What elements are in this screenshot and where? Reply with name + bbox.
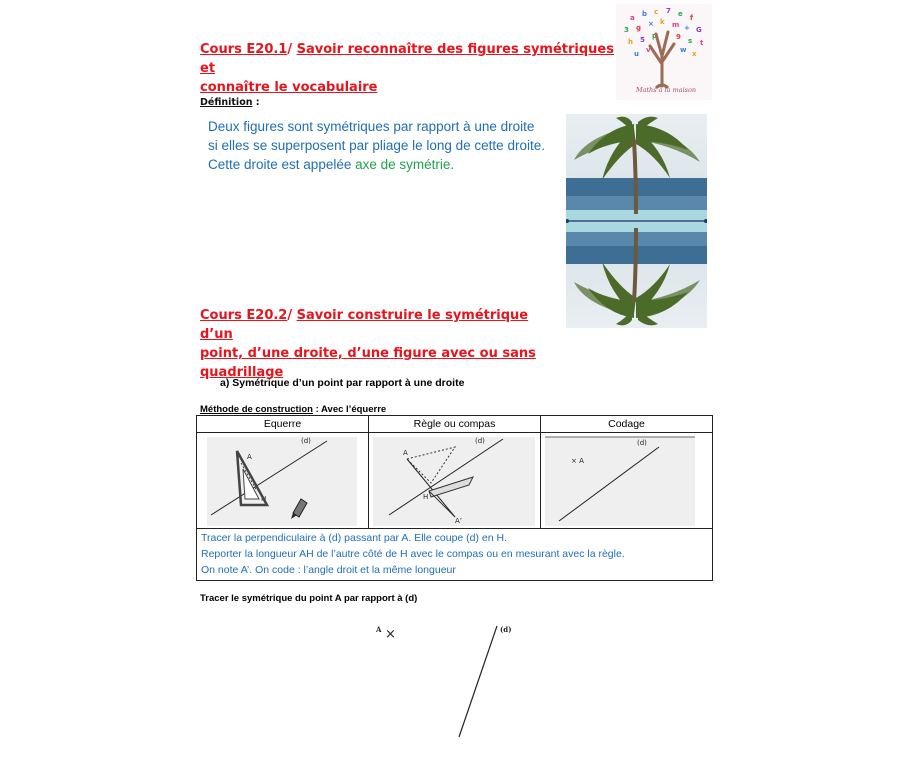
section1-title-line1: Savoir reconnaître des figures symétriques et <box>200 42 614 76</box>
definition-text <box>208 117 568 174</box>
maths-maison-logo <box>616 4 712 100</box>
section2-slash: / <box>287 308 297 323</box>
fig1-label-h: H <box>261 495 267 503</box>
definition-line3 <box>208 155 568 174</box>
svg-text:v: v <box>646 46 651 54</box>
definition-line1: Deux figures sont symétriques par rapport à une droite <box>208 119 535 134</box>
palm-tree-reflection-photo <box>566 114 707 328</box>
axis-of-symmetry-term: axe de symétrie <box>355 157 451 172</box>
header-codage: Codage <box>541 416 713 433</box>
svg-text:x: x <box>692 50 697 58</box>
svg-text:e: e <box>678 10 683 18</box>
definition-line2: si elles se superposent par pliage le long de cette droite. <box>208 138 545 153</box>
svg-text:+: + <box>684 24 690 32</box>
svg-text:G: G <box>696 26 702 34</box>
fig3-label-xa: × A <box>571 457 584 465</box>
figure-regle-cell <box>369 433 541 529</box>
method-suffix: : Avec l’équerre <box>312 404 387 415</box>
svg-text:h: h <box>628 38 633 46</box>
svg-text:f: f <box>690 14 694 22</box>
fig1-label-a: A <box>247 453 252 461</box>
svg-text:u: u <box>634 50 639 58</box>
svg-text:t: t <box>700 39 704 47</box>
figure-equerre <box>197 433 368 528</box>
fig2-label-a-prime: A’ <box>455 517 463 525</box>
exercise-point-label: A <box>376 625 382 634</box>
exercise-figure <box>352 610 522 750</box>
definition-colon: : <box>252 97 260 108</box>
figure-codage-cell <box>541 433 713 529</box>
method-table <box>196 415 713 581</box>
section1-title-line2: connaître le vocabulaire <box>200 80 378 95</box>
svg-text:s: s <box>688 37 693 45</box>
definition-label: Définition <box>200 97 253 108</box>
exercise-line-d <box>459 626 497 737</box>
fig2-label-h: H <box>423 493 429 501</box>
section1-title <box>200 40 620 97</box>
method-label: Méthode de construction <box>200 404 313 415</box>
section2-prefix: Cours E20.2 <box>200 308 288 323</box>
fig2-label-d: (d) <box>475 437 485 445</box>
instruction-1: Tracer la perpendiculaire à (d) passant par A. Elle coupe (d) en H. <box>201 532 508 544</box>
method-label-row <box>200 404 386 415</box>
exercise-line-label: (d) <box>500 625 512 634</box>
definition-line3-end: . <box>450 157 455 172</box>
svg-text:9: 9 <box>676 33 681 41</box>
section1-prefix: Cours E20.1 <box>200 42 288 57</box>
exercise-instruction: Tracer le symétrique du point A par rapport à (d) <box>200 593 418 604</box>
definition-line3-start: Cette droite est appelée <box>208 157 356 172</box>
svg-text:k: k <box>660 18 665 26</box>
instruction-2: Reporter la longueur AH de l’autre côté de H avec le compas ou en mesurant avec la règle. <box>201 548 625 560</box>
figure-codage <box>541 433 712 528</box>
svg-text:×: × <box>648 20 654 28</box>
section2-title-line1: Savoir construire le symétrique d’un <box>200 308 529 342</box>
header-equerre: Equerre <box>197 416 369 433</box>
section2-title-line2: point, d’une droite, d’une figure avec ou sans <box>200 346 536 361</box>
instruction-3: On note A’. On code : l’angle droit et la même longueur <box>201 564 456 576</box>
svg-text:w: w <box>680 46 687 54</box>
section1-slash: / <box>287 42 297 57</box>
svg-text:a: a <box>630 14 635 22</box>
palm-tree-reflection-image <box>566 114 707 328</box>
svg-text:5: 5 <box>640 36 645 44</box>
figure-equerre-cell <box>197 433 369 529</box>
fig3-label-d: (d) <box>637 439 647 447</box>
section2-title <box>200 306 540 382</box>
svg-text:m: m <box>672 21 680 29</box>
figure-regle-compas <box>369 433 540 528</box>
document-page <box>172 0 757 781</box>
exercise-figure-svg <box>352 610 522 750</box>
exercise-point-mark: × <box>385 627 396 642</box>
definition-label-row <box>200 97 260 108</box>
method-instructions <box>197 529 713 581</box>
fig2-label-a: A <box>403 449 408 457</box>
svg-text:p: p <box>652 32 658 40</box>
header-regle-compas: Règle ou compas <box>369 416 541 433</box>
subsection-a-heading: a) Symétrique d’un point par rapport à une droite <box>220 377 465 389</box>
svg-text:7: 7 <box>666 7 671 15</box>
logo-text: Maths à la maison <box>635 86 697 94</box>
svg-text:b: b <box>642 10 648 18</box>
svg-text:g: g <box>636 24 642 32</box>
svg-text:3: 3 <box>624 26 629 34</box>
section2-title-line3: quadrillage <box>200 365 284 380</box>
fig1-label-d: (d) <box>301 437 311 445</box>
svg-text:c: c <box>654 8 659 16</box>
